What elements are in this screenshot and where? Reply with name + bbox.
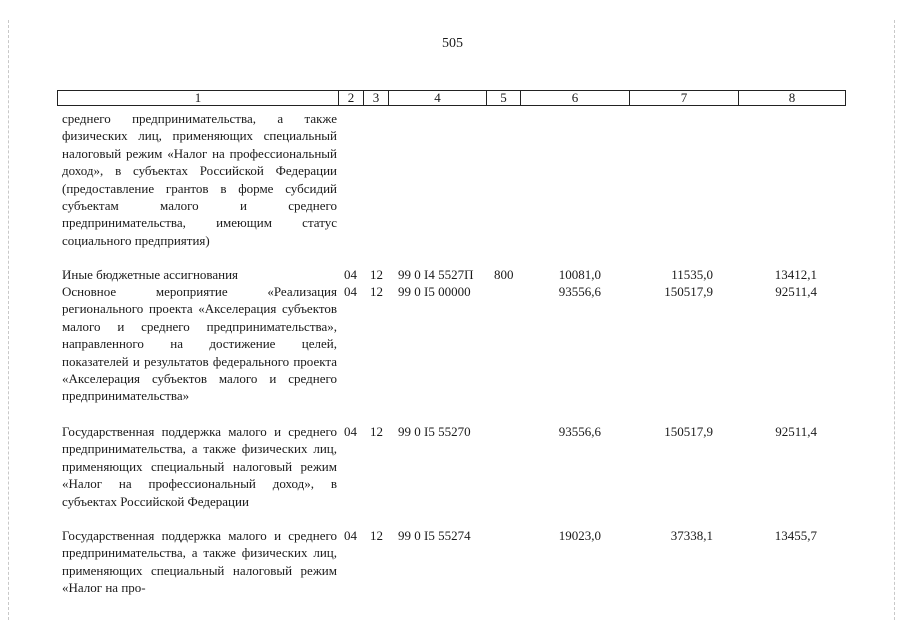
page-number: 505 [442, 36, 463, 51]
amount-col-6: 93556,6 [558, 284, 601, 299]
target-article-code: 99 0 I4 5527П [398, 267, 474, 282]
section-code: 04 [344, 424, 357, 439]
target-article-code: 99 0 I5 55270 [398, 424, 471, 439]
header-col-3: 3 [364, 90, 389, 106]
row-description: среднего предпринимательства, а также физических лиц, применяющих специальный налоговый режим «Налог на профессиональный доход», в субъектах Российской Федерации (предоставление грантов в форме субсидий субъектам малого и среднего предпринимательства, имеющим статус социального предприятия) [62, 111, 337, 248]
amount-col-6: 10081,0 [558, 267, 601, 282]
section-code: 04 [344, 284, 357, 299]
amount-col-7: 150517,9 [664, 284, 713, 299]
header-col-4: 4 [389, 90, 487, 106]
amount-col-7: 150517,9 [664, 424, 713, 439]
target-article-code: 99 0 I5 55274 [398, 528, 471, 543]
subsection-code: 12 [370, 424, 383, 439]
row-description: Иные бюджетные ассигнования [62, 267, 239, 282]
amount-col-7: 37338,1 [670, 528, 713, 543]
amount-col-7: 11535,0 [671, 267, 713, 282]
row-description: Государственная поддержка малого и среднего предпринимательства, а также физических лиц, применяющих специальный налоговый режим «Налог на про- [62, 528, 337, 596]
amount-col-8: 92511,4 [775, 284, 817, 299]
row-description: Государственная поддержка малого и среднего предпринимательства, а также физических лиц, применяющих специальный налоговый режим «Налог на профессиональный доход», в субъектах Российской Федерации [62, 424, 337, 509]
amount-col-8: 92511,4 [775, 424, 817, 439]
amount-col-8: 13455,7 [774, 528, 817, 543]
expense-type-code: 800 [494, 267, 514, 282]
target-article-code: 99 0 I5 00000 [398, 284, 471, 299]
amount-col-8: 13412,1 [774, 267, 817, 282]
section-code: 04 [344, 528, 357, 543]
header-col-1: 1 [57, 90, 339, 106]
header-col-5: 5 [487, 90, 521, 106]
left-scan-edge [8, 20, 9, 620]
row-description: Основное мероприятие «Реализация регионального проекта «Акселерация субъектов малого и среднего предпринимательства», направленного на достижение целей, показателей и результатов федерального проекта «Акселерация субъектов малого и среднего предпринимательства» [62, 284, 337, 404]
subsection-code: 12 [370, 267, 383, 282]
right-scan-edge [894, 20, 895, 620]
section-code: 04 [344, 267, 357, 282]
header-col-7: 7 [630, 90, 739, 106]
header-col-8: 8 [739, 90, 846, 106]
header-col-2: 2 [339, 90, 364, 106]
amount-col-6: 19023,0 [558, 528, 601, 543]
amount-col-6: 93556,6 [558, 424, 601, 439]
subsection-code: 12 [370, 528, 383, 543]
subsection-code: 12 [370, 284, 383, 299]
header-col-6: 6 [521, 90, 630, 106]
